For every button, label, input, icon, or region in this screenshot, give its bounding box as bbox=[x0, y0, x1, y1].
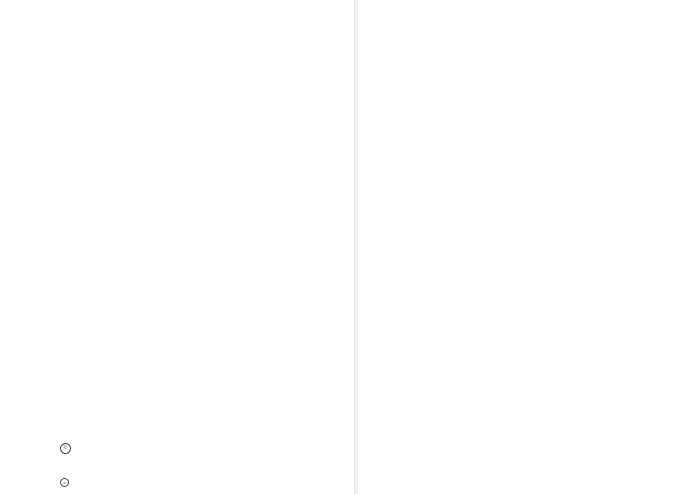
acid-free-paper-icon: ∞ bbox=[60, 478, 69, 487]
copyright-symbol-icon: © bbox=[60, 443, 71, 454]
contents-page bbox=[358, 0, 700, 494]
